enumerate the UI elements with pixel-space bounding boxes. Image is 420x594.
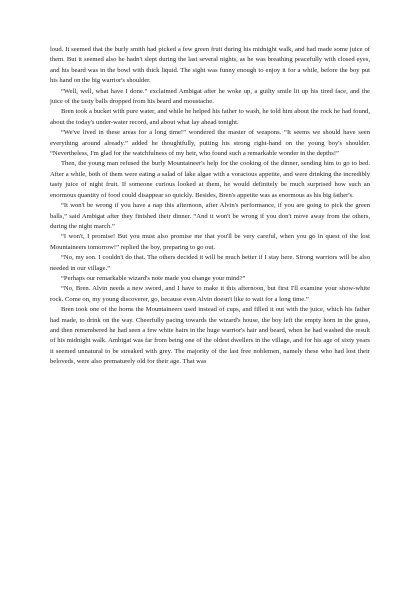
paragraph: Bren took one of the horns the Mountaineers used instead of cups, and filled it out with the juice, which his father had made, to drink on the way. Cheerfully pacing towards the wizard's house, the boy left the empty horn in the grass, and then remembered he had seen a few white hairs in the huge warrior's hair and beard, when he had washed the result of his midnight walk. Ambigat was far from being one of the oldest dwellers in the village, and for his age of sixty years it seemed unnatural to be streaked with grey. The majority of the last free noblemen, namely these who had lost their beloveds, were also prematurely old for their age. That was — [50, 306, 370, 366]
paragraph: “Perhaps our remarkable wizard's note made you change your mind?” — [61, 274, 246, 282]
paragraph: loud. It seemed that the burly smith had picked a few green fruit during his midnight walk, and had made some juice of them. But it seemed also he hadn't slept during the last several nights, as he was breathing peacefully with closed eyes, and his beard was in the bowl with thick liquid. The sight was funny enough to enjoy it for a while, before the boy put his hand on the big warrior's shoulder. — [50, 46, 370, 85]
body-text — [50, 45, 370, 368]
paragraph: “No, my son. I couldn't do that. The others decided it will be much better if I stay here. Strong warriors will be also needed in our village.” — [50, 254, 370, 272]
paragraph: Then, the young man refused the burly Mountaineer's help for the cooking of the dinner, sending him to go to bed. After a while, both of them were eating a salad of lake algae with a voracious appetite, and were drinking the incredibly tasty juice of night fruit. If someone curious looked at them, he would definitely be much surprised how such an enormous quantity of food could disappear so quickly. Besides, Bren's appetite was as enormous as his big father's. — [50, 160, 370, 199]
paragraph: “It won't be wrong if you have a nap this afternoon, after Alvin's performance, if you are going to pick the green balls,” said Ambigat after they finished their dinner. “And it won't be wrong if you don't move away from the others, during the night march.” — [50, 202, 370, 230]
paragraph: “We've lived in these areas for a long time!” wondered the master of weapons. “It seems we should have seen everything around already.” added he thoughtfully, putting his strong right-hand on the young boy's shoulder. “Nevertheless, I'm glad for the watchfulness of my heir, who found such a remarkable wonder in the depths!” — [50, 129, 370, 158]
paragraph: “No, Bren. Alvin needs a new sword, and I have to make it this afternoon, but first I'll examine your show-white rock. Come on, my young discoverer, go, because even Alvin doesn't like to wait for a long time.” — [50, 285, 370, 303]
paragraph: Bren took a bucket with pure water, and while he helped his father to wash, he told him about the rock he had found, about the today's under-water record, and about what lay ahead tonight. — [50, 108, 370, 126]
paragraph: “Well, well, what have I done.” exclaimed Ambigat after he woke up, a guilty smile lit up his tired face, and the juice of the tasty balls dropped from his beard and moustache. — [50, 87, 370, 106]
paragraph: “I won't, I promise! But you must also promise me that you'll be very careful, when you go in quest of the lost Mountaineers tomorrow!” replied the boy, preparing to go out. — [50, 233, 370, 251]
